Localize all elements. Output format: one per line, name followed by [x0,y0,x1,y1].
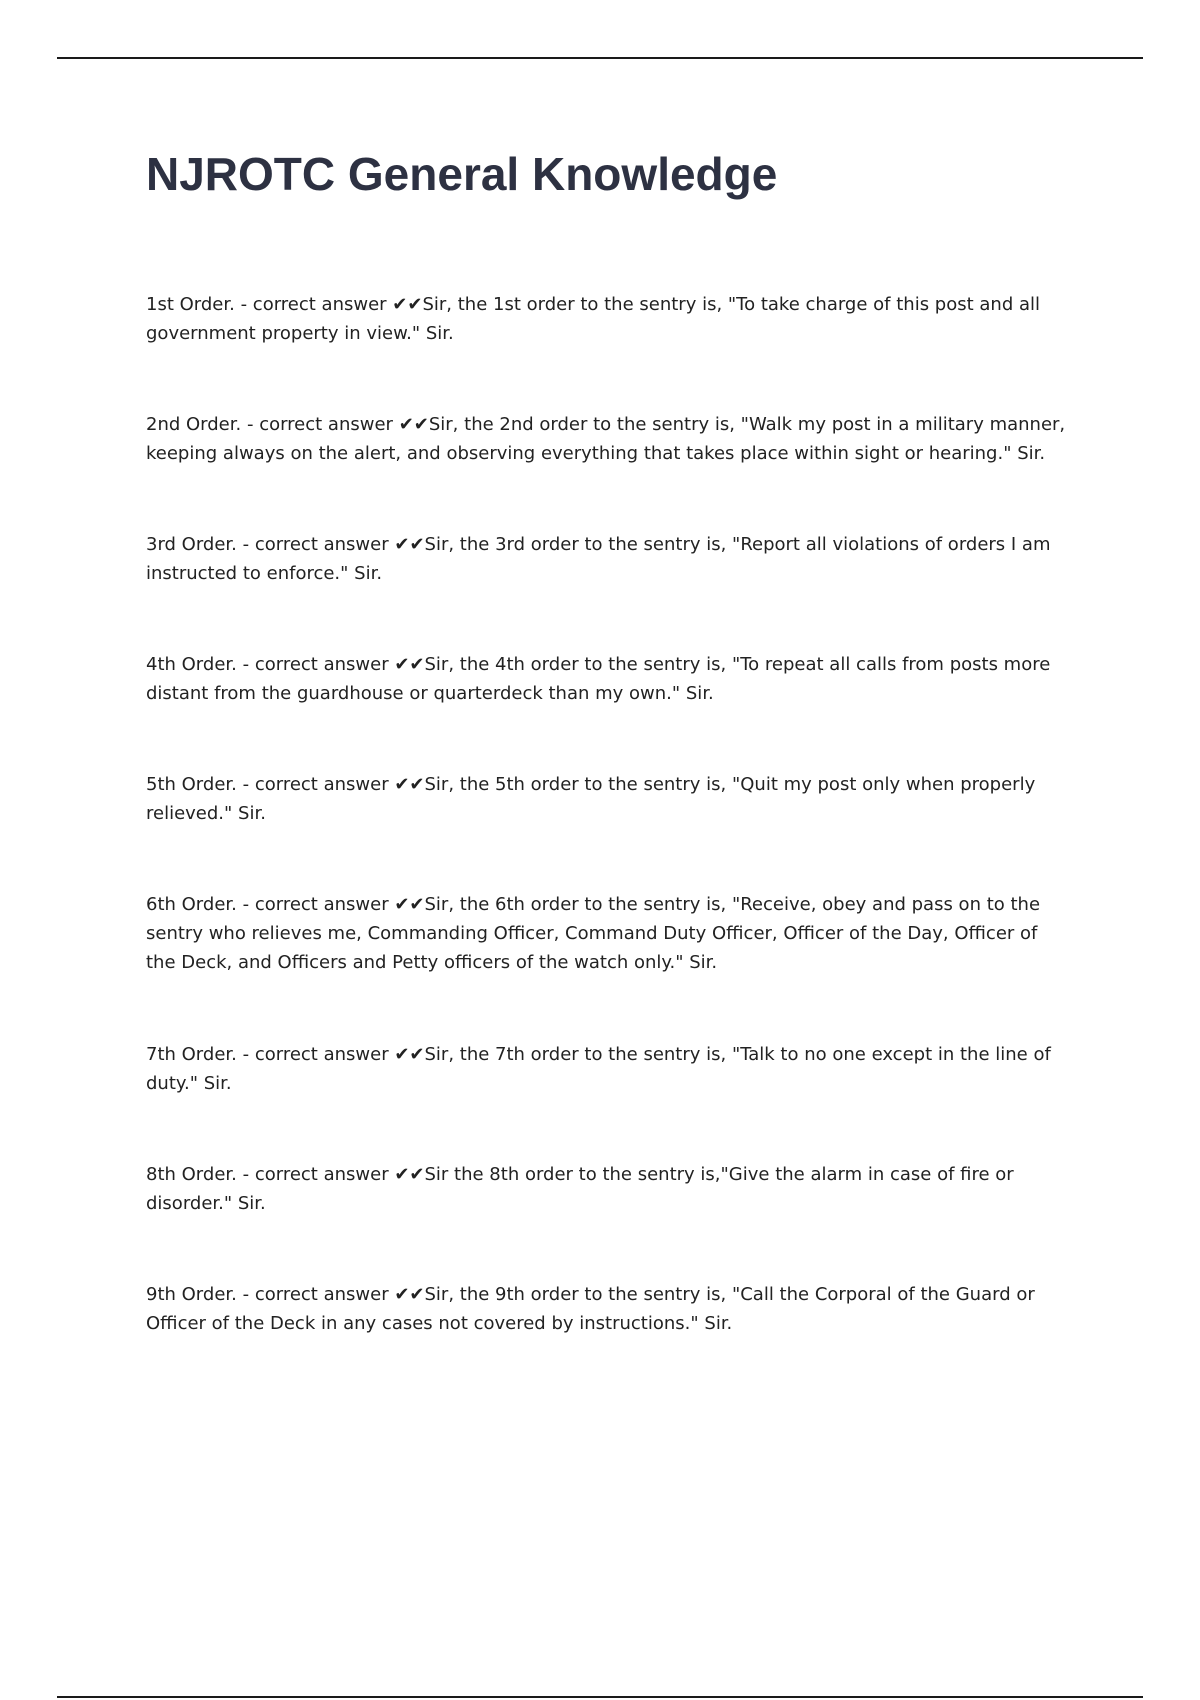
check-mark-icon: ✔✔ [394,534,425,555]
separator: - [236,534,255,555]
answer-label: correct answer [254,1164,389,1185]
answer-text: Sir, the 4th order to the sentry is, "To repeat all calls from posts more distant from the guardhouse or quarterdeck than my own." Sir. [146,654,1051,704]
check-mark-icon: ✔✔ [394,1164,425,1185]
answer-label: correct answer [254,1044,389,1065]
bottom-divider [57,1696,1143,1698]
separator: - [236,654,255,675]
separator: - [236,1164,255,1185]
answer-label: correct answer [254,654,389,675]
top-divider [57,57,1143,59]
answer-label: correct answer [254,534,389,555]
answer-text: Sir, the 1st order to the sentry is, "To take charge of this post and all government property in view." Sir. [146,294,1041,344]
answer-text: Sir, the 5th order to the sentry is, "Quit my post only when properly relieved." Sir. [146,774,1036,824]
separator: - [234,294,253,315]
separator: - [236,774,255,795]
check-mark-icon: ✔✔ [394,1284,425,1305]
qa-item [146,290,1066,348]
qa-item [146,530,1066,588]
question-text: 3rd Order. [146,534,237,555]
answer-text: Sir, the 6th order to the sentry is, "Receive, obey and pass on to the sentry who relieves me, Commanding Officer, Command Duty Officer, Officer of the Day, Officer of the Deck, and Officers and Petty officers of the watch only." Sir. [146,894,1041,973]
check-mark-icon: ✔✔ [398,414,429,435]
separator: - [236,1044,255,1065]
question-text: 1st Order. [146,294,235,315]
question-text: 2nd Order. [146,414,242,435]
question-text: 9th Order. [146,1284,237,1305]
qa-item [146,1280,1066,1338]
answer-text: Sir the 8th order to the sentry is,"Give the alarm in case of fire or disorder." Sir. [146,1164,1014,1214]
answer-label: correct answer [252,294,387,315]
qa-item [146,1160,1066,1218]
qa-item [146,770,1066,828]
qa-item [146,410,1066,468]
check-mark-icon: ✔✔ [394,774,425,795]
check-mark-icon: ✔✔ [394,654,425,675]
page-title: NJROTC General Knowledge [146,148,778,200]
answer-text: Sir, the 7th order to the sentry is, "Talk to no one except in the line of duty." Sir. [146,1044,1051,1094]
separator: - [241,414,260,435]
question-text: 5th Order. [146,774,237,795]
answer-text: Sir, the 3rd order to the sentry is, "Report all violations of orders I am instructed to enforce." Sir. [146,534,1051,584]
question-text: 7th Order. [146,1044,237,1065]
answer-label: correct answer [254,1284,389,1305]
qa-item [146,1040,1066,1098]
answer-text: Sir, the 9th order to the sentry is, "Call the Corporal of the Guard or Officer of the Deck in any cases not covered by instructions." Sir. [146,1284,1035,1334]
answer-label: correct answer [254,894,389,915]
qa-item [146,650,1066,708]
question-text: 4th Order. [146,654,237,675]
question-text: 8th Order. [146,1164,237,1185]
answer-label: correct answer [259,414,393,435]
check-mark-icon: ✔✔ [392,294,423,315]
check-mark-icon: ✔✔ [394,894,425,915]
separator: - [236,1284,255,1305]
question-text: 6th Order. [146,894,237,915]
separator: - [236,894,255,915]
qa-item [146,890,1066,977]
answer-label: correct answer [254,774,389,795]
answer-text: Sir, the 2nd order to the sentry is, "Walk my post in a military manner, keeping always on the alert, and observing everything that takes place within sight or hearing." Sir. [146,414,1066,464]
check-mark-icon: ✔✔ [394,1044,425,1065]
